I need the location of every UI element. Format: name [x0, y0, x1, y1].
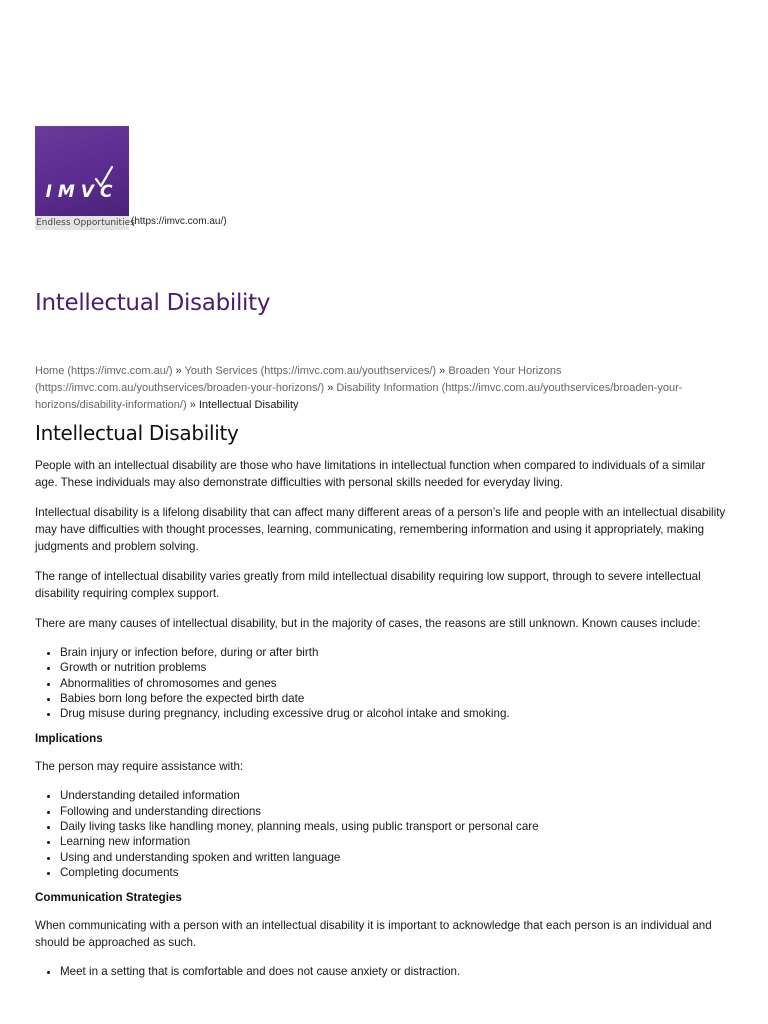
assistance-list [35, 788, 730, 880]
page-title: Intellectual Disability [35, 290, 271, 316]
breadcrumb-disability-info-link[interactable]: Disability Information (https://imvc.com.au/youthservices/broaden-your-horizons/disability-information/) [35, 382, 683, 411]
breadcrumb-separator: » [175, 365, 182, 377]
list-item: • Completing documents [60, 865, 730, 880]
list-item: • Brain injury or infection before, during or after birth [60, 645, 730, 660]
list-item: • Babies born long before the expected birth date [60, 691, 730, 706]
list-item: • Daily living tasks like handling money, planning meals, using public transport or personal care [60, 819, 730, 834]
breadcrumb [35, 363, 735, 414]
breadcrumb-current: Intellectual Disability [198, 399, 299, 411]
list-item: • Abnormalities of chromosomes and genes [60, 676, 730, 691]
breadcrumb-separator: » [327, 382, 334, 394]
article-paragraph: When communicating with a person with an intellectual disability it is important to acknowledge that each person is an individual and should be approached as such. [35, 919, 712, 950]
logo[interactable] [35, 126, 135, 230]
list-item: • Drug misuse during pregnancy, including excessive drug or alcohol intake and smoking. [60, 706, 730, 721]
logo-text: IMVC [45, 182, 119, 202]
article-paragraph: Intellectual disability is a lifelong disability that can affect many different areas of a person’s life and people with an intellectual disability may have difficulties with thought processes, learning, communicating, remembering information and using it appropriately, making judgments and problem solving. [35, 506, 726, 553]
logo-url[interactable]: (https://imvc.com.au/) [131, 216, 227, 227]
list-item: • Using and understanding spoken and written language [60, 850, 730, 865]
list-item: • Growth or nutrition problems [60, 660, 730, 675]
logo-tagline: Endless Opportunities [36, 218, 135, 228]
site-logo-link[interactable] [35, 126, 227, 230]
article [35, 421, 730, 991]
list-item: • Meet in a setting that is comfortable and does not cause anxiety or distraction. [60, 964, 730, 979]
breadcrumb-youth-services-link[interactable]: Youth Services (https://imvc.com.au/youthservices/) [184, 365, 437, 377]
article-paragraph: The person may require assistance with: [35, 760, 244, 774]
breadcrumb-separator: » [189, 399, 196, 411]
breadcrumb-separator: » [439, 365, 446, 377]
list-item: • Learning new information [60, 834, 730, 849]
communication-heading: Communication Strategies [35, 891, 182, 905]
article-paragraph: People with an intellectual disability are those who have limitations in intellectual function when compared to individuals of a similar age. These individuals may also demonstrate difficulties with personal skills needed for everyday living. [35, 459, 706, 489]
article-heading: Intellectual Disability [35, 421, 239, 445]
article-paragraph: There are many causes of intellectual disability, but in the majority of cases, the reasons are still unknown. Known causes include: [35, 617, 701, 630]
list-item: • Following and understanding directions [60, 804, 730, 819]
logo-mark [35, 126, 129, 216]
breadcrumb-home-link[interactable]: Home (https://imvc.com.au/) [35, 365, 173, 377]
list-item: • Understanding detailed information [60, 788, 730, 803]
implications-heading: Implications [35, 732, 103, 746]
causes-list [35, 645, 730, 721]
breadcrumb-broaden-link[interactable]: Broaden Your Horizons (https://imvc.com.au/youthservices/broaden-your-horizons/) [35, 365, 562, 394]
strategies-list [35, 964, 730, 979]
article-paragraph: The range of intellectual disability varies greatly from mild intellectual disability requiring low support, through to severe intellectual disability requiring complex support. [35, 570, 701, 600]
